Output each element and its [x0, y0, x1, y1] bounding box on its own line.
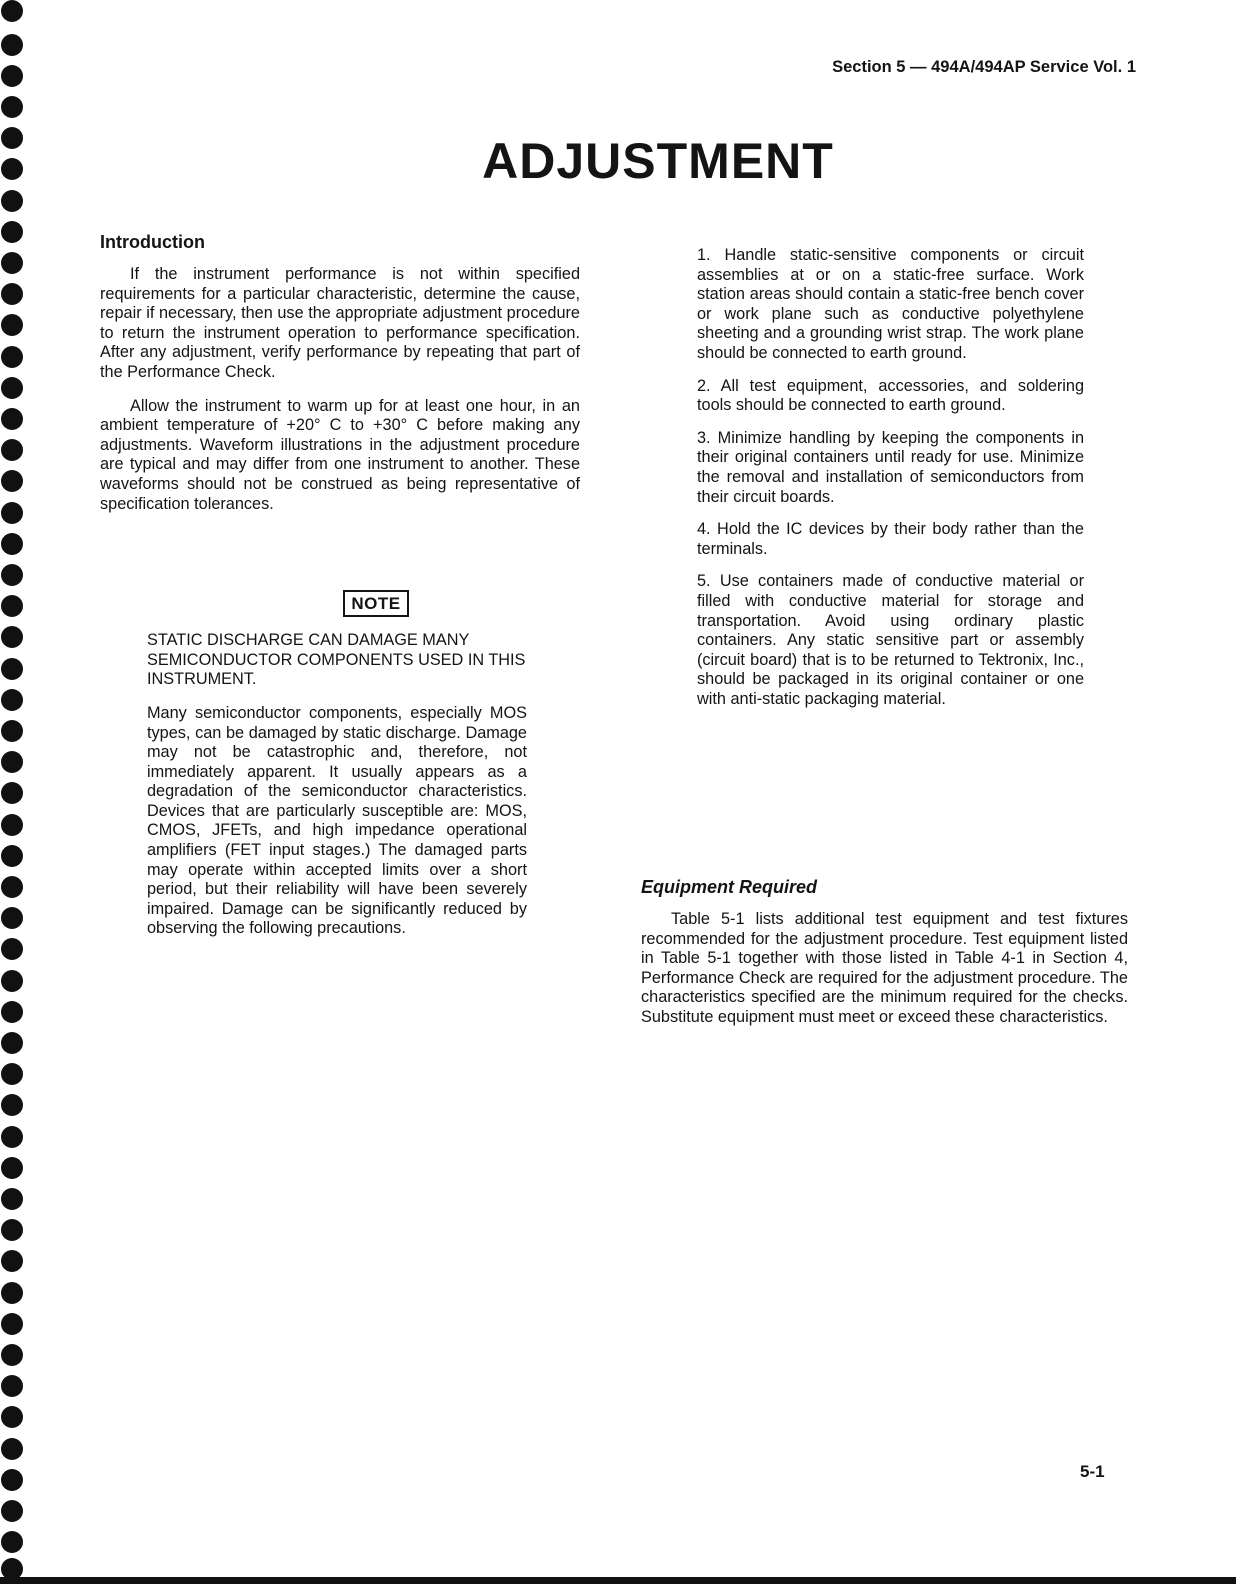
note-paragraph: Many semiconductor components, especially MOS types, can be damaged by static discharge. Damage may not be catastrophic and, therefore, not immediately apparent. It usually appears as a degradation of the semiconductor characteristics. Devices that are particularly susceptible are: MOS, CMOS, JFETs, and high impedance operational amplifiers (FET input stages.) The damaged parts may operate within accepted limits over a short period, but their reliability will have been severely impaired. Damage can be significantly reduced by observing the following precautions.	[147, 703, 527, 938]
note-warning: STATIC DISCHARGE CAN DAMAGE MANY SEMICONDUCTOR COMPONENTS USED IN THIS INSTRUMENT.	[147, 631, 526, 689]
equipment-section	[641, 876, 1128, 1028]
page-number: 5-1	[1080, 1462, 1105, 1481]
binder-holes	[0, 0, 50, 1584]
note-body	[147, 631, 527, 939]
precaution-item: 4. Hold the IC devices by their body rather than the terminals.	[697, 520, 1084, 558]
running-head: Section 5 — 494A/494AP Service Vol. 1	[832, 58, 1136, 76]
introduction-paragraph: If the instrument performance is not within specified requirements for a particular characteristic, determine the cause, repair if necessary, then use the appropriate adjustment procedure to return the instrument operation to performance specification. After any adjustment, verify performance by repeating that part of the Performance Check.	[100, 265, 580, 381]
introduction-heading: Introduction	[100, 232, 205, 252]
equipment-paragraph: Table 5-1 lists additional test equipment and test fixtures recommended for the adjustment procedure. Test equipment listed in Table 5-1 together with those listed in Table 4-1 in Section 4, Performance Check are required for the adjustment procedure. The characteristics specified are the minimum required for the checks. Substitute equipment must meet or exceed these characteristics.	[641, 910, 1128, 1026]
note-label: NOTE	[343, 590, 408, 617]
precaution-item: 1. Handle static-sensitive components or circuit assemblies at or on a static-free surface. Work station areas should contain a static-free bench cover or work plane such as conductive polyethylene sheeting and a grounding wrist strap. The work plane should be connected to earth ground.	[697, 246, 1084, 362]
precaution-item: 5. Use containers made of conductive material or filled with conductive material for storage and transportation. Avoid using ordinary plastic containers. Any static sensitive part or assembly (circuit board) that is to be returned to Tektronix, Inc., should be packaged in its original container or one with anti-static packaging material.	[697, 572, 1084, 708]
precaution-item: 2. All test equipment, accessories, and soldering tools should be connected to earth ground.	[697, 376, 1084, 415]
precaution-item: 3. Minimize handling by keeping the components in their original containers until ready for use. Minimize the removal and installation of semiconductors from their circuit boards.	[697, 428, 1084, 506]
left-column	[100, 231, 580, 939]
note-label-wrap	[100, 590, 580, 617]
page-bottom-edge	[0, 1577, 1236, 1584]
equipment-heading: Equipment Required	[641, 877, 818, 897]
introduction-paragraph: Allow the instrument to warm up for at least one hour, in an ambient temperature of +20° C to +30° C before making any adjustments. Waveform illustrations in the adjustment procedure are typical and may differ from one instrument to another. These waveforms should not be construed as being representative of specification tolerances.	[100, 396, 580, 513]
precautions-column	[697, 246, 1084, 709]
page-title: ADJUSTMENT	[482, 133, 834, 189]
